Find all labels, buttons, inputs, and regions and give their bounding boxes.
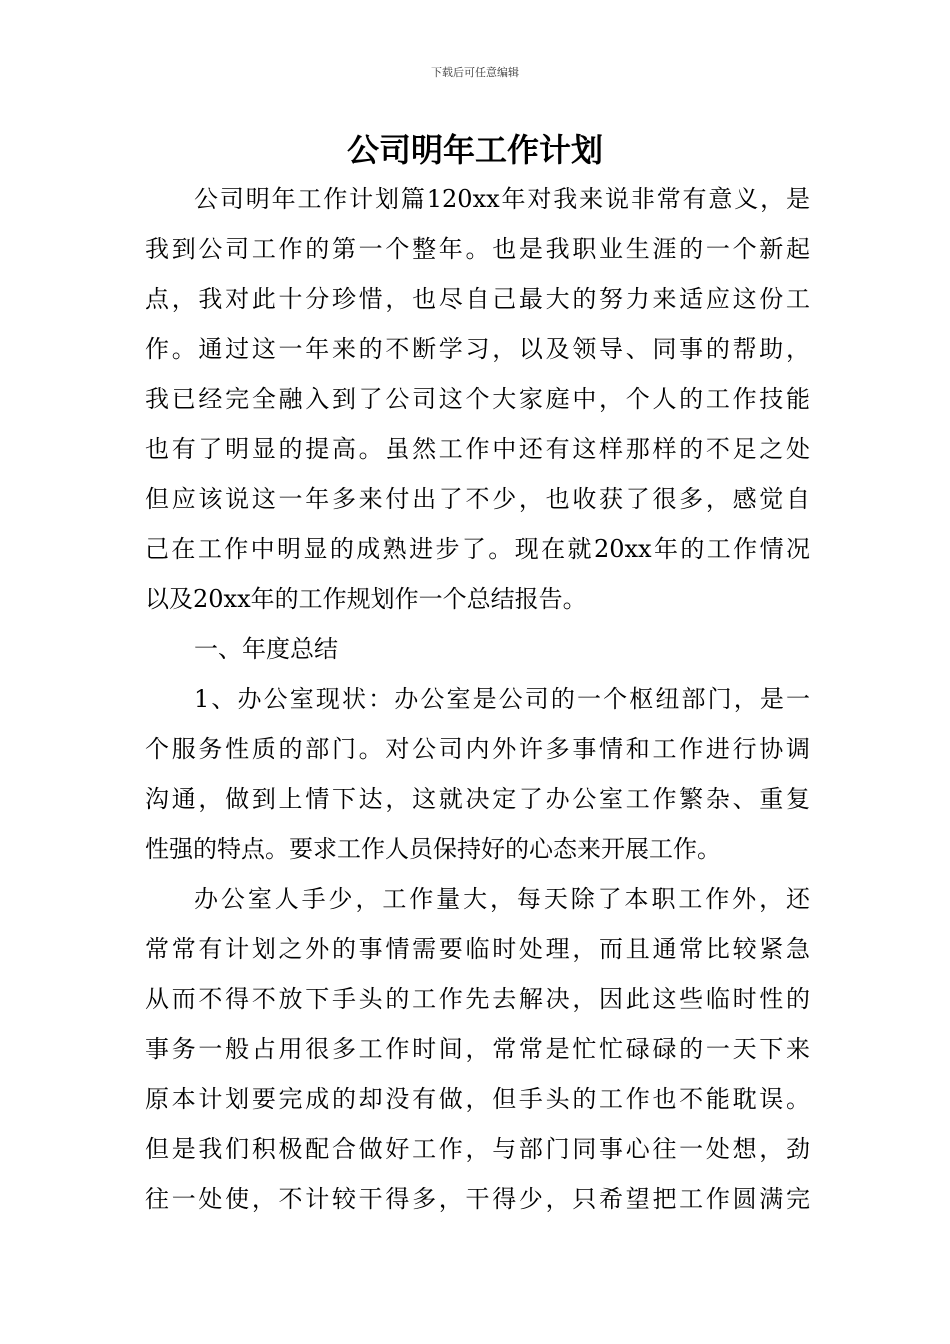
- body-text-line: 一、年度总结: [194, 635, 338, 663]
- body-text-line: 性强的特点。要求工作人员保持好的心态来开展工作。: [145, 835, 721, 863]
- body-text-line: 1、办公室现状：办公室是公司的一个枢纽部门，是一: [194, 685, 810, 713]
- body-text-line: 但是我们积极配合做好工作，与部门同事心往一处想，劲: [145, 1135, 810, 1163]
- body-text-line: 也有了明显的提高。虽然工作中还有这样那样的不足之处: [145, 435, 810, 463]
- body-text-line: 作。通过这一年来的不断学习，以及领导、同事的帮助，: [145, 335, 810, 363]
- body-text-line: 我到公司工作的第一个整年。也是我职业生涯的一个新起: [145, 235, 810, 263]
- body-text-line: 事务一般占用很多工作时间，常常是忙忙碌碌的一天下来: [145, 1035, 810, 1063]
- body-text-line: 沟通，做到上情下达，这就决定了办公室工作繁杂、重复: [145, 785, 810, 813]
- header-note: 下载后可任意编辑: [431, 66, 519, 79]
- body-text-line: 但应该说这一年多来付出了不少，也收获了很多，感觉自: [145, 485, 810, 513]
- body-text-line: 原本计划要完成的却没有做，但手头的工作也不能耽误。: [145, 1085, 810, 1113]
- document-title: 公司明年工作计划: [346, 131, 603, 169]
- body-text-line: 以及20xx年的工作规划作一个总结报告。: [145, 585, 587, 613]
- body-text-line: 点，我对此十分珍惜，也尽自己最大的努力来适应这份工: [145, 285, 810, 313]
- body-text-line: 从而不得不放下手头的工作先去解决，因此这些临时性的: [145, 985, 810, 1013]
- body-text-line: 往一处使，不计较干得多，干得少，只希望把工作圆满完: [145, 1185, 810, 1213]
- body-text-line: 办公室人手少，工作量大，每天除了本职工作外，还: [194, 885, 810, 913]
- body-text-line: 常常有计划之外的事情需要临时处理，而且通常比较紧急: [145, 935, 810, 963]
- body-text-line: 公司明年工作计划篇120xx年对我来说非常有意义，是: [194, 185, 810, 213]
- body-text-line: 己在工作中明显的成熟进步了。现在就20xx年的工作情况: [145, 535, 810, 563]
- document-body: [145, 174, 810, 1224]
- body-text-line: 个服务性质的部门。对公司内外许多事情和工作进行协调: [145, 735, 810, 763]
- body-text-line: 我已经完全融入到了公司这个大家庭中，个人的工作技能: [145, 385, 810, 413]
